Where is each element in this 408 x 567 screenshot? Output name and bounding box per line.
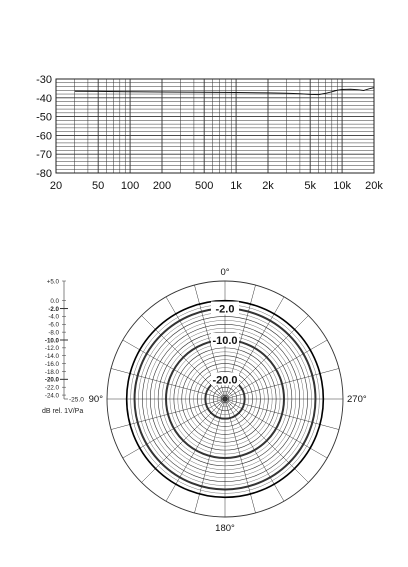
y-tick-label: -80 bbox=[36, 168, 52, 180]
ring-label: -20.0 bbox=[212, 374, 238, 387]
unit-label: dB rel. 1V/Pa bbox=[42, 408, 84, 415]
scale-label: -14.0 bbox=[44, 353, 59, 361]
scale-label: -18.0 bbox=[44, 368, 59, 376]
x-tick-label: 20 bbox=[49, 180, 63, 192]
x-tick-label: 10k bbox=[333, 180, 351, 192]
db-scale bbox=[42, 278, 84, 415]
angle-label: 0° bbox=[220, 267, 230, 278]
angle-label: 180° bbox=[215, 523, 235, 534]
scale-label: -16.0 bbox=[44, 360, 59, 368]
polar-center bbox=[223, 397, 228, 402]
scale-label: -2.0 bbox=[48, 305, 59, 313]
x-tick-label: 20k bbox=[365, 180, 383, 192]
ring-label: -10.0 bbox=[212, 335, 238, 347]
y-tick-label: -70 bbox=[36, 149, 52, 162]
angle-label: 90° bbox=[88, 394, 103, 405]
y-tick-label: -60 bbox=[36, 130, 52, 143]
polar-spoke bbox=[225, 340, 327, 399]
x-tick-label: 5k bbox=[304, 180, 316, 192]
ring-label: -2.0 bbox=[215, 303, 235, 316]
angle-label: 270° bbox=[347, 394, 367, 405]
polar-spoke bbox=[166, 399, 225, 501]
y-tick-label: -40 bbox=[36, 92, 52, 105]
x-tick-label: 500 bbox=[195, 180, 214, 192]
x-tick-label: 50 bbox=[92, 180, 105, 192]
polar-spoke bbox=[123, 399, 225, 458]
x-tick-label: 2k bbox=[262, 180, 274, 192]
polar-spoke bbox=[123, 340, 225, 399]
polar-spoke bbox=[225, 399, 284, 501]
scale-label: -12.0 bbox=[44, 345, 59, 353]
scale-label: -20.0 bbox=[44, 376, 59, 384]
y-tick-label: -30 bbox=[36, 74, 52, 86]
x-tick-label: 100 bbox=[120, 180, 140, 192]
scale-label: +5.0 bbox=[46, 278, 59, 286]
polar-spoke bbox=[225, 399, 327, 458]
x-tick-label: 200 bbox=[152, 180, 172, 192]
scale-label: 0.0 bbox=[50, 297, 59, 305]
scale-label: -25.0 bbox=[69, 396, 84, 404]
scale-label: -4.0 bbox=[48, 313, 59, 321]
scale-label: -10.0 bbox=[44, 337, 59, 345]
polar-grid bbox=[107, 281, 343, 517]
x-tick-label: 1k bbox=[230, 180, 242, 192]
scale-label: -6.0 bbox=[48, 321, 59, 329]
y-tick-label: -50 bbox=[36, 111, 52, 124]
scale-label: -8.0 bbox=[48, 329, 59, 337]
scale-label: -22.0 bbox=[44, 384, 59, 392]
scale-label: -24.0 bbox=[44, 392, 59, 400]
